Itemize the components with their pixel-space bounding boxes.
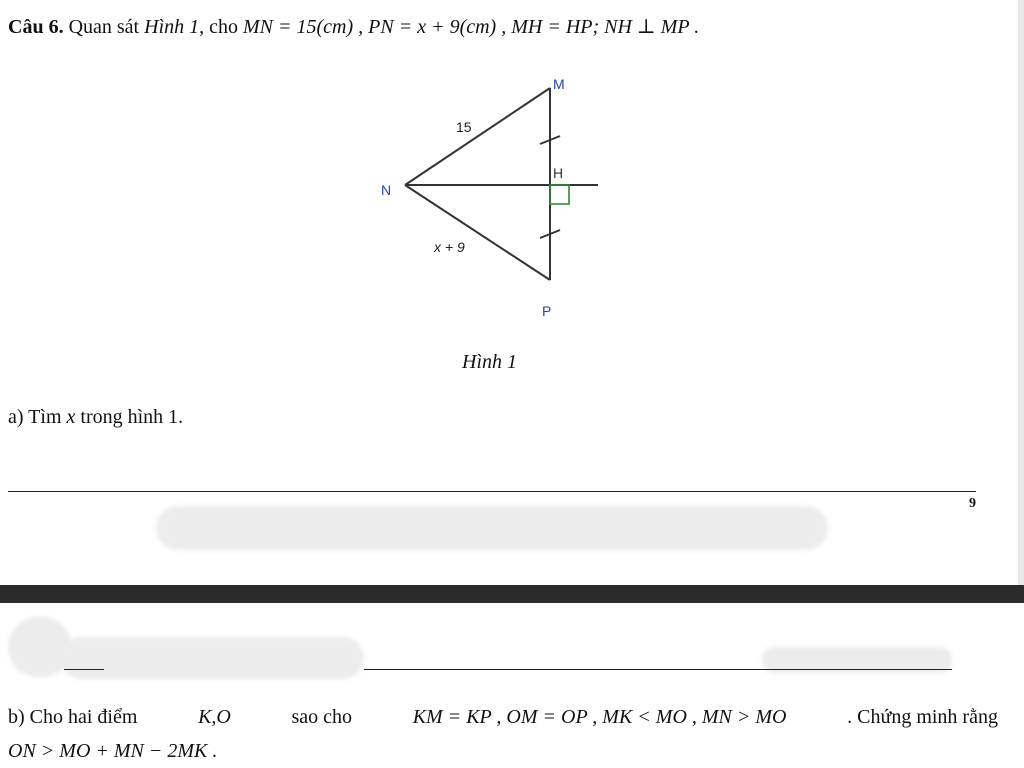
part-a-variable: x [66,406,76,428]
segment-np [405,185,550,280]
given-conditions: MN = 15(cm) , PN = x + 9(cm) , MH = HP; NH ⊥ MP . [243,16,700,38]
label-length-pn: x + 9 [434,239,465,255]
redacted-footer-text [156,506,828,550]
label-length-mn: 15 [456,119,472,135]
part-b-prefix: b) Cho hai điểm [8,706,138,728]
part-b-points: K,O [198,706,231,728]
triangle-figure [365,70,625,330]
label-point-h: H [553,165,564,181]
part-a [8,406,183,429]
figure-caption: Hình 1 [462,351,517,373]
redacted-header-text [60,637,364,679]
part-a-suffix: trong hình 1. [80,406,184,428]
question-cho: , cho [199,16,239,38]
question-number: Câu 6. [8,16,64,38]
part-b-to-prove: ON > MO + MN − 2MK . [8,740,218,762]
page-gap [0,585,1024,603]
part-b-conclusion-intro: . Chứng minh rằng [847,706,998,728]
label-point-n: N [381,182,392,198]
label-point-m: M [553,76,565,92]
segment-mn [405,88,550,185]
part-b-line-1 [8,700,998,734]
header-rule-left [64,669,104,670]
label-point-p: P [542,303,552,319]
right-angle-mark [550,185,569,204]
part-a-prefix: a) Tìm [8,406,62,428]
page-number: 9 [969,496,976,511]
figure-reference: Hình 1 [144,16,200,38]
question-intro: Quan sát [68,16,140,38]
part-b-sao-cho: sao cho [291,706,353,728]
page-edge [1018,0,1024,585]
question-6 [8,14,699,39]
footer-rule [8,491,976,492]
part-b [8,700,998,768]
part-b-conditions: KM = KP , OM = OP , MK < MO , MN > MO [412,706,787,728]
header-rule [364,669,952,670]
